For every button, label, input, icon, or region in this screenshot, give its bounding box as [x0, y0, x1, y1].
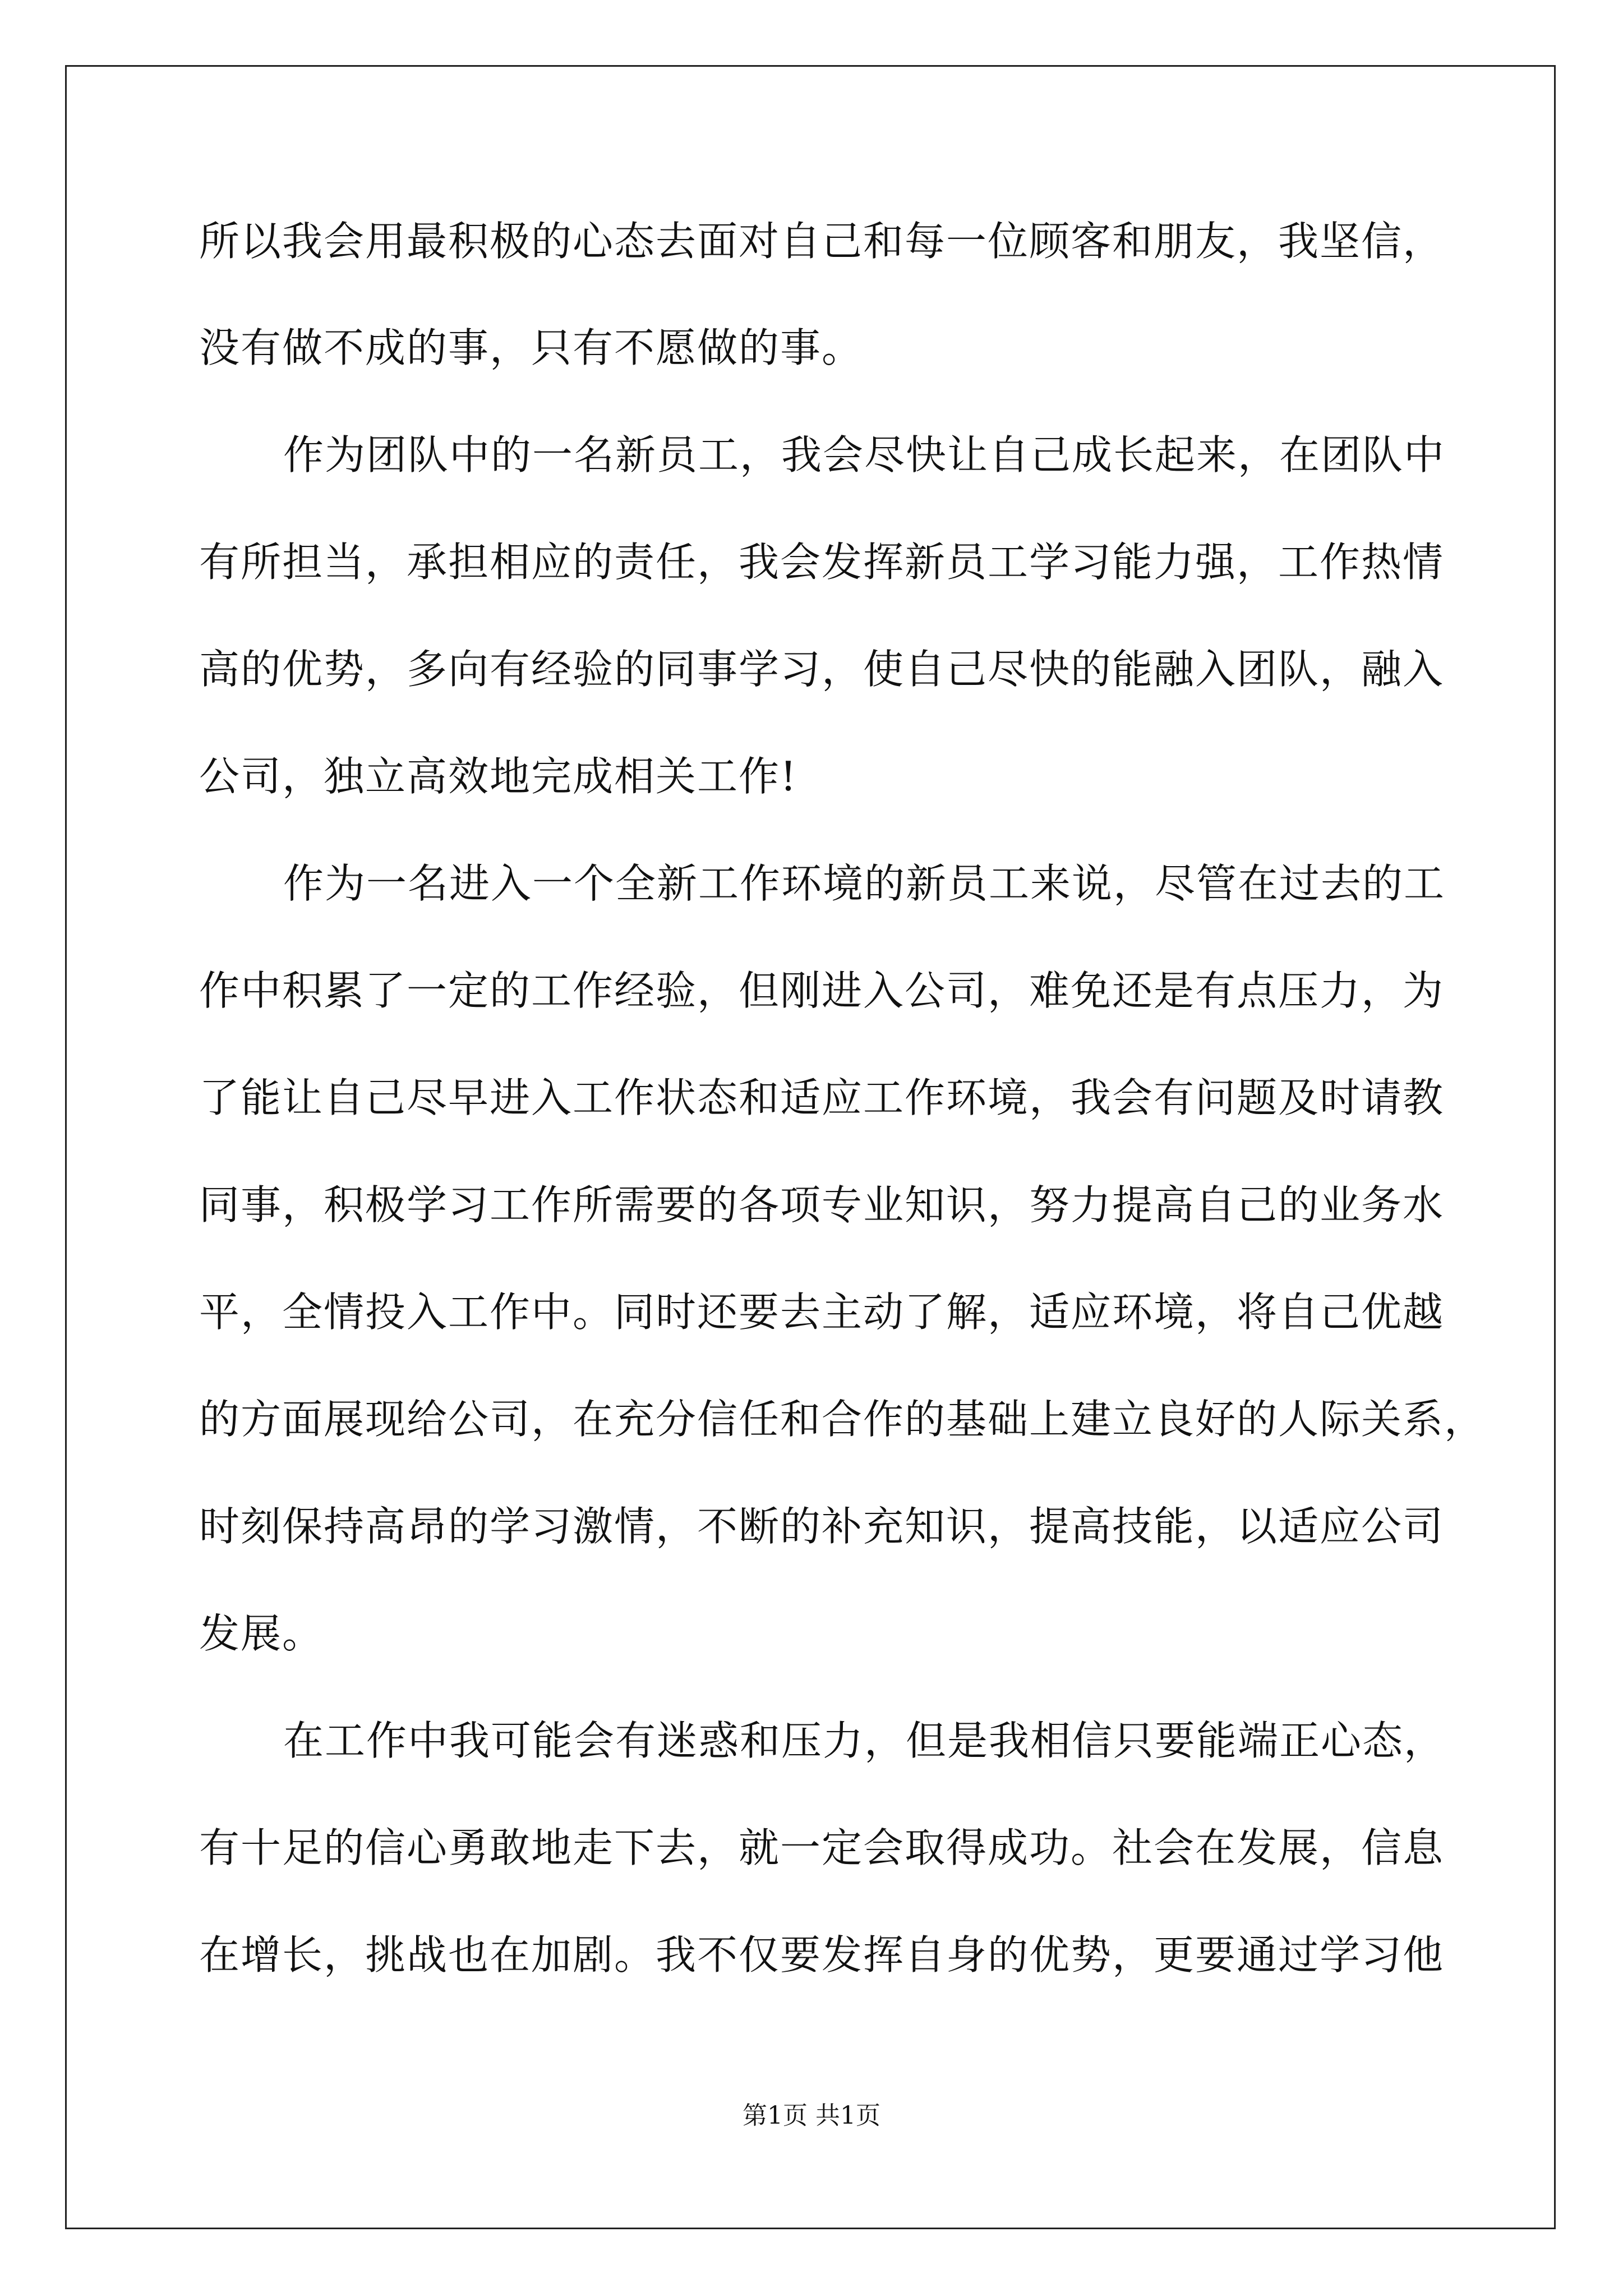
text-line: 了能让自己尽早进入工作状态和适应工作环境，我会有问题及时请教	[199, 1074, 1445, 1121]
text-line: 在增长，挑战也在加剧。我不仅要发挥自身的优势，更要通过学习他	[199, 1931, 1445, 1978]
text-line: 所以我会用最积极的心态去面对自己和每一位顾客和朋友，我坚信，	[199, 218, 1445, 265]
text-line: 作为团队中的一名新员工，我会尽快让自己成长起来，在团队中	[283, 431, 1446, 478]
text-line: 同事，积极学习工作所需要的各项专业知识，努力提高自己的业务水	[199, 1181, 1445, 1228]
text-line: 没有做不成的事，只有不愿做的事。	[199, 324, 864, 371]
text-line: 平，全情投入工作中。同时还要去主动了解，适应环境，将自己优越	[199, 1289, 1445, 1336]
text-line: 时刻保持高昂的学习激情，不断的补充知识，提高技能，以适应公司	[199, 1503, 1445, 1550]
text-line: 有十足的信心勇敢地走下去，就一定会取得成功。社会在发展，信息	[199, 1824, 1445, 1871]
text-line: 的方面展现给公司，在充分信任和合作的基础上建立良好的人际关系，	[199, 1396, 1486, 1443]
page-footer: 第1页 共1页	[743, 2101, 880, 2130]
text-line: 作中积累了一定的工作经验，但刚进入公司，难免还是有点压力，为	[199, 967, 1445, 1014]
text-line: 公司，独立高效地完成相关工作!	[199, 753, 797, 800]
text-line: 发展。	[199, 1610, 324, 1657]
text-line: 高的优势，多向有经验的同事学习，使自己尽快的能融入团队，融入	[199, 646, 1445, 693]
text-line: 有所担当，承担相应的责任，我会发挥新员工学习能力强，工作热情	[199, 539, 1445, 586]
text-line: 在工作中我可能会有迷惑和压力，但是我相信只要能端正心态，	[283, 1717, 1446, 1764]
page-border	[65, 65, 1556, 2229]
text-line: 作为一名进入一个全新工作环境的新员工来说，尽管在过去的工	[283, 860, 1446, 907]
